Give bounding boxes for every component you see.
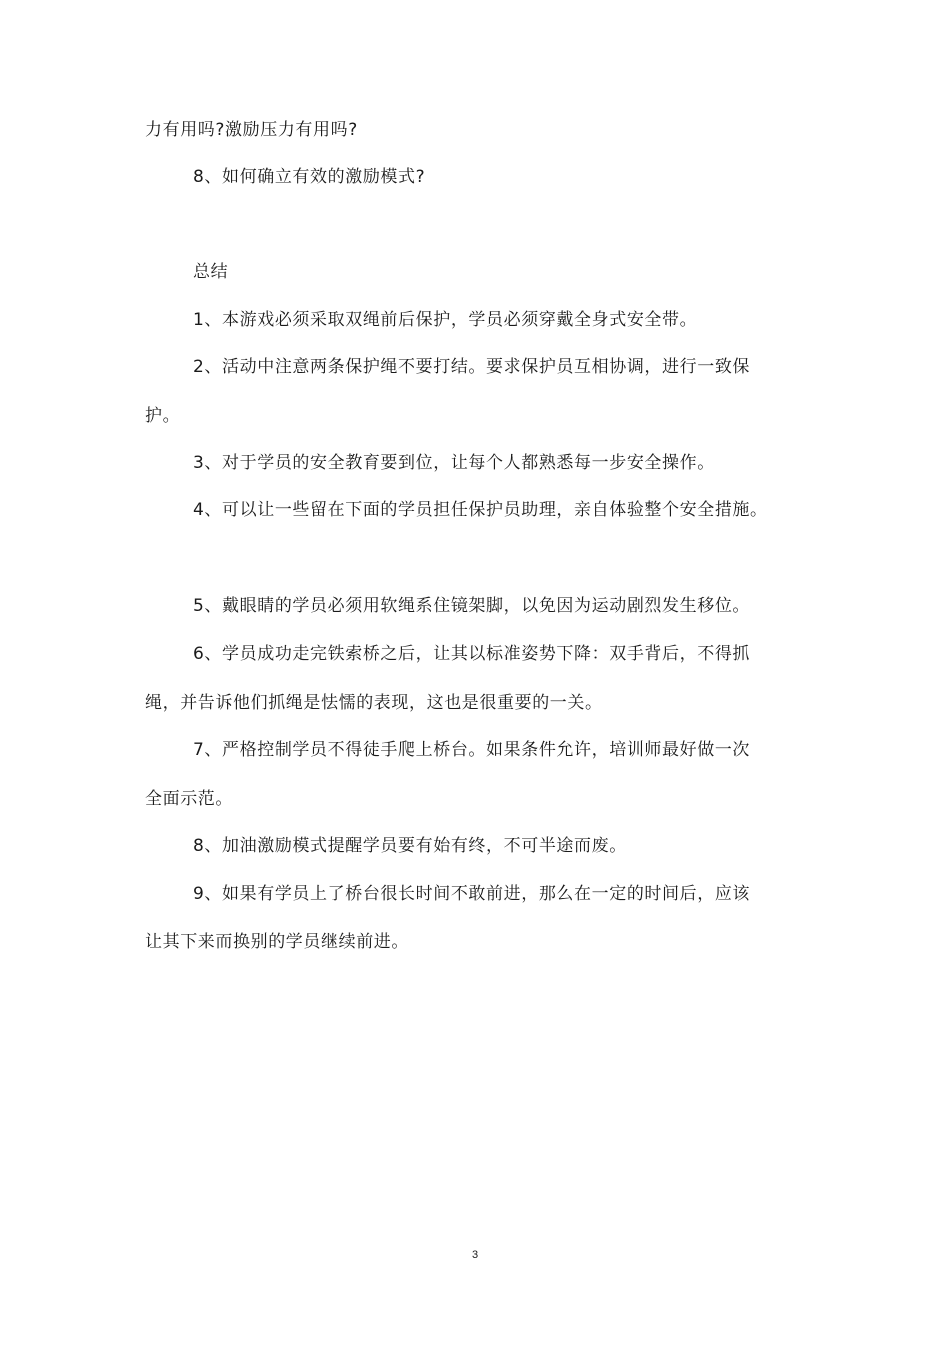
section-heading: 总结 [193, 262, 229, 282]
text-line: 让其下来而换别的学员继续前进。 [145, 932, 409, 952]
text-line: 护。 [145, 406, 181, 426]
text-line: 6、学员成功走完铁索桥之后，让其以标准姿势下降：双手背后，不得抓 [193, 644, 751, 664]
text-line: 2、活动中注意两条保护绳不要打结。要求保护员互相协调，进行一致保 [193, 357, 751, 377]
text-line: 3、对于学员的安全教育要到位，让每个人都熟悉每一步安全操作。 [193, 453, 715, 473]
text-line: 绳，并告诉他们抓绳是怯懦的表现，这也是很重要的一关。 [145, 693, 603, 713]
text-line: 1、本游戏必须采取双绳前后保护，学员必须穿戴全身式安全带。 [193, 310, 698, 330]
text-line: 7、严格控制学员不得徒手爬上桥台。如果条件允许，培训师最好做一次 [193, 740, 751, 760]
text-line: 8、加油激励模式提醒学员要有始有终，不可半途而废。 [193, 836, 627, 856]
text-line: 5、戴眼睛的学员必须用软绳系住镜架脚，以免因为运动剧烈发生移位。 [193, 596, 751, 616]
text-line: 4、可以让一些留在下面的学员担任保护员助理，亲自体验整个安全措施。 [193, 500, 768, 520]
text-line: 8、如何确立有效的激励模式? [193, 167, 426, 187]
page-number: 3 [471, 1249, 479, 1261]
text-line: 全面示范。 [145, 789, 233, 809]
text-line: 9、如果有学员上了桥台很长时间不敢前进，那么在一定的时间后，应该 [193, 884, 751, 904]
text-line: 力有用吗?激励压力有用吗? [145, 120, 358, 140]
